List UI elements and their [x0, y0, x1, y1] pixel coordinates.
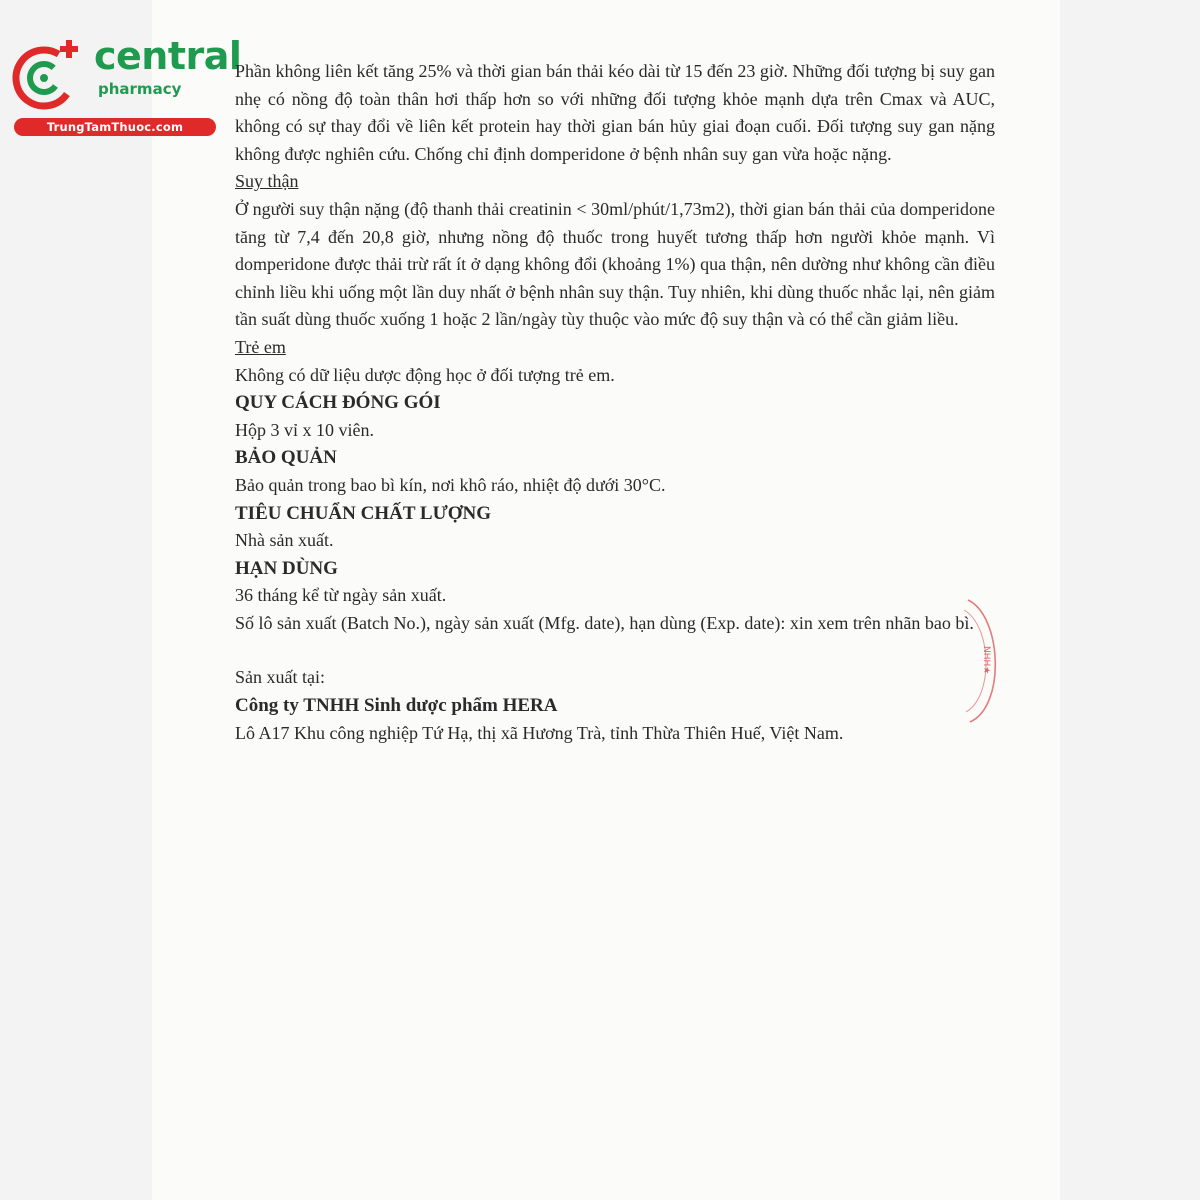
packaging-text: Hộp 3 vỉ x 10 viên.: [235, 419, 374, 440]
packaging-heading: QUY CÁCH ĐÓNG GÓI: [235, 392, 441, 414]
manufacturer-address: Lô A17 Khu công nghiệp Tứ Hạ, thị xã Hương Trà, tỉnh Thừa Thiên Huế, Việt Nam.: [235, 722, 844, 743]
children-paragraph: Không có dữ liệu dược động học ở đối tượng trẻ em.: [235, 364, 615, 385]
document-content: [235, 58, 995, 747]
expiry-heading: HẠN DÙNG: [235, 557, 338, 579]
hepatic-paragraph: Phần không liên kết tăng 25% và thời gian bán thải kéo dài từ 15 đến 23 giờ. Những đối tượng bị suy gan nhẹ có nồng độ toàn thân hơi thấp hơn so với những đối tượng khỏe mạnh dựa trên Cmax và AUC, không có sự thay đổi về liên kết protein hay thời gian bán hủy giai đoạn cuối. Đối tượng suy gan nặng không được nghiên cứu. Chống chỉ định domperidone ở bệnh nhân suy gan vừa hoặc nặng.: [235, 61, 995, 164]
batch-info-text: Số lô sản xuất (Batch No.), ngày sản xuất (Mfg. date), hạn dùng (Exp. date): xin xem trên nhãn bao bì.: [235, 612, 974, 633]
manufacturer-company: Công ty TNHH Sinh dược phẩm HERA: [235, 695, 558, 717]
manufacturer-label: Sản xuất tại:: [235, 667, 325, 688]
renal-heading: Suy thận: [235, 171, 299, 192]
quality-standard-heading: TIÊU CHUẨN CHẤT LƯỢNG: [235, 502, 491, 524]
quality-standard-text: Nhà sản xuất.: [235, 530, 334, 551]
brand-website: TrungTamThuoc.com: [14, 118, 216, 136]
central-pharmacy-logo: [8, 34, 242, 138]
brand-name: central: [94, 34, 242, 78]
pharmacy-logo-icon: [8, 38, 88, 114]
renal-paragraph: Ở người suy thận nặng (độ thanh thải creatinin < 30ml/phút/1,73m2), thời gian bán thải của domperidone tăng từ 7,4 đến 20,8 giờ, nhưng nồng độ thuốc trong huyết tương thấp hơn người khỏe mạnh. Vì domperidone được thải trừ rất ít ở dạng không đổi (khoảng 1%) qua thận, nên dường như không cần điều chỉnh liều khi uống một lần duy nhất ở bệnh nhân suy thận. Tuy nhiên, khi dùng thuốc nhắc lại, nên giảm tần suất dùng thuốc xuống 1 hoặc 2 lần/ngày tùy thuộc vào mức độ suy thận và có thể cần giảm liều.: [235, 198, 995, 330]
stamp-text: NHH★: [981, 646, 991, 675]
expiry-text: 36 tháng kể từ ngày sản xuất.: [235, 585, 447, 606]
storage-heading: BẢO QUẢN: [235, 447, 337, 469]
company-stamp: [962, 596, 1012, 726]
children-heading: Trẻ em: [235, 336, 286, 357]
brand-tagline: pharmacy: [98, 80, 182, 98]
storage-text: Bảo quản trong bao bì kín, nơi khô ráo, nhiệt độ dưới 30°C.: [235, 474, 666, 495]
